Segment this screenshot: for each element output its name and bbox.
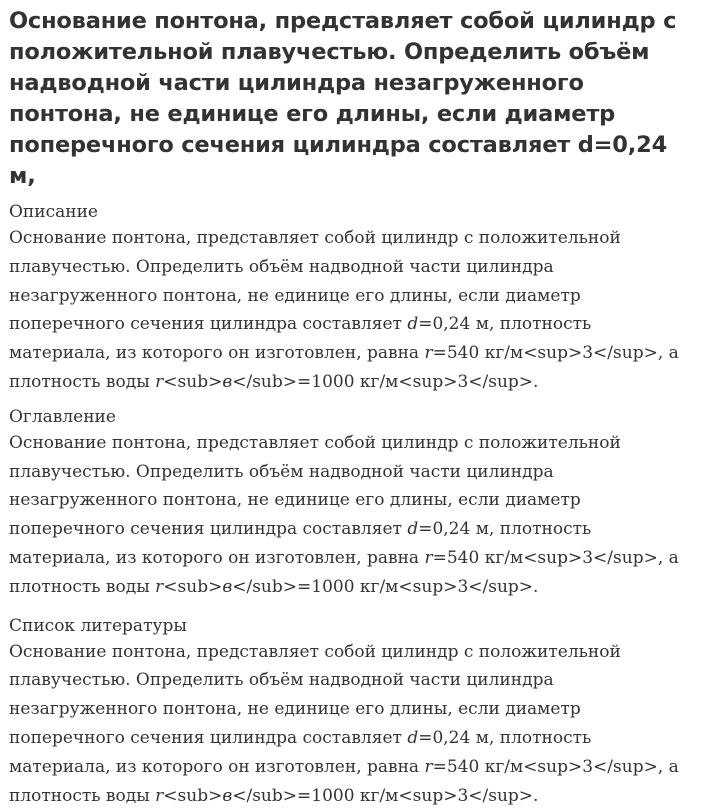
- symbol-rho: r: [155, 785, 164, 806]
- text-segment: <sub>: [163, 371, 223, 392]
- symbol-rho: r: [424, 343, 433, 364]
- symbol-d: d: [407, 519, 419, 540]
- section-description: [9, 200, 691, 397]
- text-segment: Основание понтона, представляет собой цилиндр с положительной плавучестью. Определить объём надводной части цилиндра незагруженного понтона, не единице его длины, если диаметр поперечного сечения цилиндра составляет: [9, 432, 621, 540]
- symbol-rho: r: [155, 576, 164, 597]
- symbol-v: в: [222, 371, 233, 392]
- symbol-rho: r: [424, 756, 433, 777]
- text-segment: =0,24 м, плотность материала, из которого он изготовлен, равна: [9, 727, 592, 777]
- symbol-d: d: [407, 314, 419, 335]
- text-segment: <sub>: [163, 785, 223, 806]
- text-segment: <sub>: [163, 576, 223, 597]
- symbol-v: в: [222, 576, 233, 597]
- text-segment: =540 кг/м<sup>3</sup>, а плотность воды: [9, 343, 679, 392]
- text-segment: </sub>=1000 кг/м<sup>3</sup>.: [232, 371, 539, 392]
- section-bibliography: [9, 614, 691, 810]
- section-heading-description: Описание: [9, 202, 98, 222]
- symbol-rho: r: [424, 547, 433, 568]
- text-segment: =0,24 м, плотность материала, из которого он изготовлен, равна: [9, 314, 592, 364]
- text-segment: =540 кг/м<sup>3</sup>, а плотность воды: [9, 756, 679, 806]
- section-text-description: [9, 224, 691, 397]
- section-heading-contents: Оглавление: [9, 406, 116, 427]
- text-segment: </sub>=1000 кг/м<sup>3</sup>.: [232, 576, 539, 597]
- symbol-v: в: [222, 785, 233, 806]
- section-contents: [9, 405, 691, 602]
- page-title: Основание понтона, представляет собой цилиндр с положительной плавучестью. Определить объём надводной части цилиндра незагруженного понтона, не единице его длины, если диаметр поперечного сечения цилиндра составляет d=0,24 м,: [9, 8, 677, 189]
- text-segment: Основание понтона, представляет собой цилиндр с положительной плавучестью. Определить объём надводной части цилиндра незагруженного понтона, не единице его длины, если диаметр поперечного сечения цилиндра составляет: [9, 641, 621, 748]
- symbol-d: d: [407, 727, 419, 748]
- text-segment: =0,24 м, плотность материала, из которого он изготовлен, равна: [9, 519, 592, 568]
- text-segment: =540 кг/м<sup>3</sup>, а плотность воды: [9, 547, 679, 597]
- section-heading-bibliography: Список литературы: [9, 615, 187, 636]
- section-text-bibliography: [9, 638, 691, 810]
- text-segment: </sub>=1000 кг/м<sup>3</sup>.: [232, 785, 539, 806]
- section-text-contents: [9, 429, 691, 602]
- text-segment: Основание понтона, представляет собой цилиндр с положительной плавучестью. Определить объём надводной части цилиндра незагруженного понтона, не единице его длины, если диаметр поперечного сечения цилиндра составляет: [9, 228, 621, 335]
- symbol-rho: r: [155, 371, 164, 392]
